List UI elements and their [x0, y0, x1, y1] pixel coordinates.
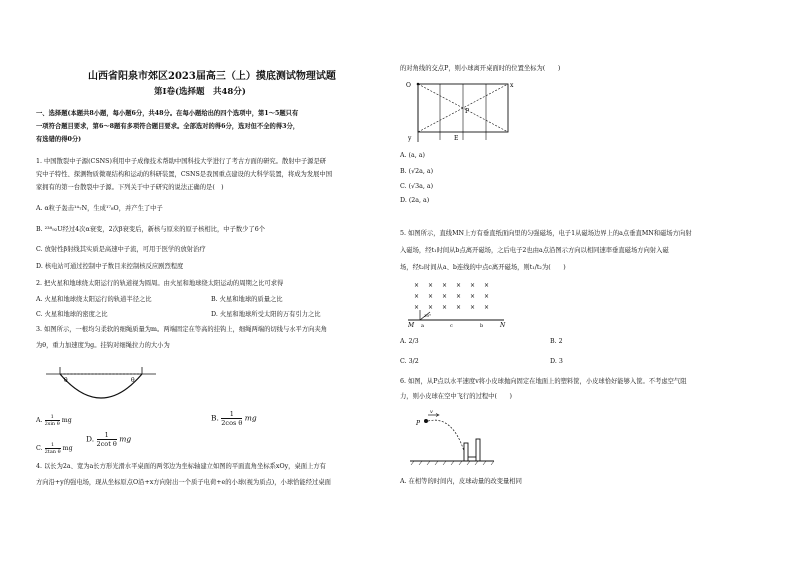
- theta-label-right: θ: [131, 377, 135, 384]
- q3-stem-1: 3. 如图所示，一根均匀柔软的细绳质量为m。两端固定在等高的挂钩上，细绳两端的切线与水平方向夹角: [36, 326, 328, 333]
- q2-option-d: D. 火星和地球所受太阳的万有引力之比: [211, 311, 321, 318]
- table-field-figure: [404, 80, 514, 142]
- left-column: [36, 0, 386, 562]
- field-cross-mark: ×: [428, 293, 434, 300]
- field-cross-mark: ×: [470, 282, 476, 289]
- field-cross-mark: ×: [414, 304, 420, 311]
- fig4-origin-label: O: [406, 82, 411, 89]
- q3-option-d: D. $\frac{1}{\text{2cot θ}}$ mg: [86, 431, 132, 448]
- section-instructions-1: 一、选择题(本题共8小题，每小题6分，共48分。在每小题给出的四个选项中，第1～5题只有: [36, 110, 299, 117]
- field-cross-mark: ×: [456, 304, 462, 311]
- q4-option-d: D. (2a, a): [400, 197, 430, 204]
- fig5-m-label: M: [408, 322, 415, 328]
- field-cross-mark: ×: [414, 293, 420, 300]
- field-cross-mark: ×: [470, 304, 476, 311]
- field-cross-mark: ×: [456, 282, 462, 289]
- q5-option-c: C. 3/2: [400, 358, 419, 365]
- page-subtitle: 第Ⅰ卷(选择题 共48分): [154, 87, 246, 97]
- fig4-y-label: y: [408, 135, 412, 142]
- section-instructions-3: 有选错的得0分): [36, 136, 82, 143]
- page-title: 山西省阳泉市郊区2023届高三（上）摸底测试物理试题: [88, 71, 336, 82]
- q1-stem-1: 1. 中国散裂中子源(CSNS)利用中子成像技术帮助中国科技大学进行了考古方面的研究。散射中子源是研: [36, 158, 327, 165]
- fig5-c-label: c: [450, 323, 453, 328]
- q6-stem-1: 6. 如图，从P点以水平速度v将小皮球抛向固定在地面上的塑料筐，小皮球恰好能够入筐。不考虑空气阻: [400, 378, 687, 385]
- q2-stem: 2. 把火星和地球绕太阳运行的轨道视为圆周。由火星和地球绕太阳运动的周期之比可求得: [36, 280, 284, 287]
- hanging-rope-figure: [46, 362, 156, 404]
- q3-option-b: B. $\frac{1}{\text{2cos θ}}$ mg: [211, 410, 257, 427]
- field-cross-mark: ×: [456, 293, 462, 300]
- field-cross-mark: ×: [428, 304, 434, 311]
- q5-option-d: D. 3: [550, 358, 563, 365]
- fig5-n-label: N: [500, 322, 506, 328]
- field-cross-mark: ×: [442, 304, 448, 311]
- field-cross-mark: ×: [442, 282, 448, 289]
- field-cross-mark: ×: [484, 304, 490, 311]
- q1-stem-2: 究中子特性、探测物质微观结构和运动的科研装置，CSNS是我国重点建设的大科学装置，将成为发展中国: [36, 171, 333, 178]
- q4-stem-2: 方向沿+y的强电场，现从坐标原点O沿+x方向射出一个质子电荷+e的小球(视为质点)，小球恰能经过桌面: [36, 479, 331, 486]
- q1-option-c: C. 放射性β射线其实质是高速中子流，可用于医学的放射治疗: [36, 246, 206, 253]
- q6-stem-2: 力，则小皮球在空中飞行的过程中( ): [400, 393, 512, 400]
- q5-stem-1: 5. 如图所示，直线MN上方有垂直纸面向里的匀强磁场，电子1从磁场边界上的a点垂直MN和磁场方向射: [400, 230, 692, 237]
- q2-option-a: A. 火星和地球绕太阳运行的轨道半径之比: [36, 296, 152, 303]
- q4-option-c: C. (√3a, a): [400, 183, 434, 190]
- q1-option-a: A. α粒子轰击¹⁴₇N，生成¹⁷₈O，并产生了中子: [36, 205, 163, 212]
- q5-stem-2: 入磁场，经t₁时间从b点离开磁场，之后电子2也由a点沿图示方向以相同速率垂直磁场方向射入磁: [400, 247, 669, 254]
- ball-toss-figure: [406, 405, 502, 467]
- q5-option-a: A. 2/3: [400, 338, 419, 345]
- fig4-x-label: x: [510, 82, 514, 89]
- magnetic-field-figure: [408, 278, 508, 328]
- fig6-p-label: P: [416, 420, 421, 427]
- fig5-b-label: b: [480, 323, 484, 328]
- fig4-p-label: P: [465, 108, 470, 115]
- q3-option-c: C. $\frac{1}{\text{2tan θ}}$ mg: [36, 442, 73, 455]
- q2-option-b: B. 火星和地球的质量之比: [211, 296, 283, 303]
- q4-option-b: B. (√2a, a): [400, 168, 434, 175]
- fig5-a-label: a: [421, 323, 424, 328]
- q4-stem-1: 4. 以长为2a、宽为a长方形光滑水平桌面的两邻边为坐标轴建立如图的平面直角坐标系xOy，桌面上方有: [36, 463, 326, 470]
- field-cross-mark: ×: [414, 282, 420, 289]
- section-instructions-2: 一项符合题目要求，第6～8题有多项符合题目要求。全部选对的得6分，选对但不全的得3分，: [36, 123, 300, 130]
- q2-option-c: C. 火星和地球的密度之比: [36, 311, 108, 318]
- right-column: [400, 0, 760, 562]
- q1-stem-3: 家拥有的第一台散裂中子源。下列关于中子研究的说法正确的是( ): [36, 184, 224, 191]
- q3-option-a: A. $\frac{1}{\text{2sin θ}}$ mg: [36, 414, 72, 427]
- field-cross-mark: ×: [470, 293, 476, 300]
- q4-option-a: A. (a, a): [400, 152, 425, 159]
- q4-stem-3: 的对角线的交点P，则小球离开桌面时的位置坐标为( ): [400, 65, 561, 72]
- q5-option-b: B. 2: [550, 338, 563, 345]
- field-cross-mark: ×: [484, 293, 490, 300]
- fig4-e-label: E: [454, 135, 459, 142]
- fig5-angle-label: 30°: [424, 313, 432, 318]
- q3-stem-2: 为θ，重力加速度为g。挂钩对细绳拉力的大小为: [36, 342, 170, 349]
- q6-option-a: A. 在相等的时间内，皮球动量的改变量相同: [400, 478, 522, 485]
- q1-option-b: B. ²³⁸₉₂U经过4次α衰变，2次β衰变后，新核与原来的原子核相比，中子数少了6个: [36, 226, 266, 233]
- field-cross-mark: ×: [428, 282, 434, 289]
- fig6-v-label: v: [430, 409, 433, 415]
- field-cross-mark: ×: [484, 282, 490, 289]
- theta-label-left: θ: [64, 377, 68, 384]
- field-cross-mark: ×: [442, 293, 448, 300]
- q5-stem-3: 场，经t₂时间从a、b连线的中点c离开磁场，则t₁/t₂为( ): [400, 264, 566, 271]
- q1-option-d: D. 核电站可通过控制中子数目来控制核反应剧烈程度: [36, 263, 184, 270]
